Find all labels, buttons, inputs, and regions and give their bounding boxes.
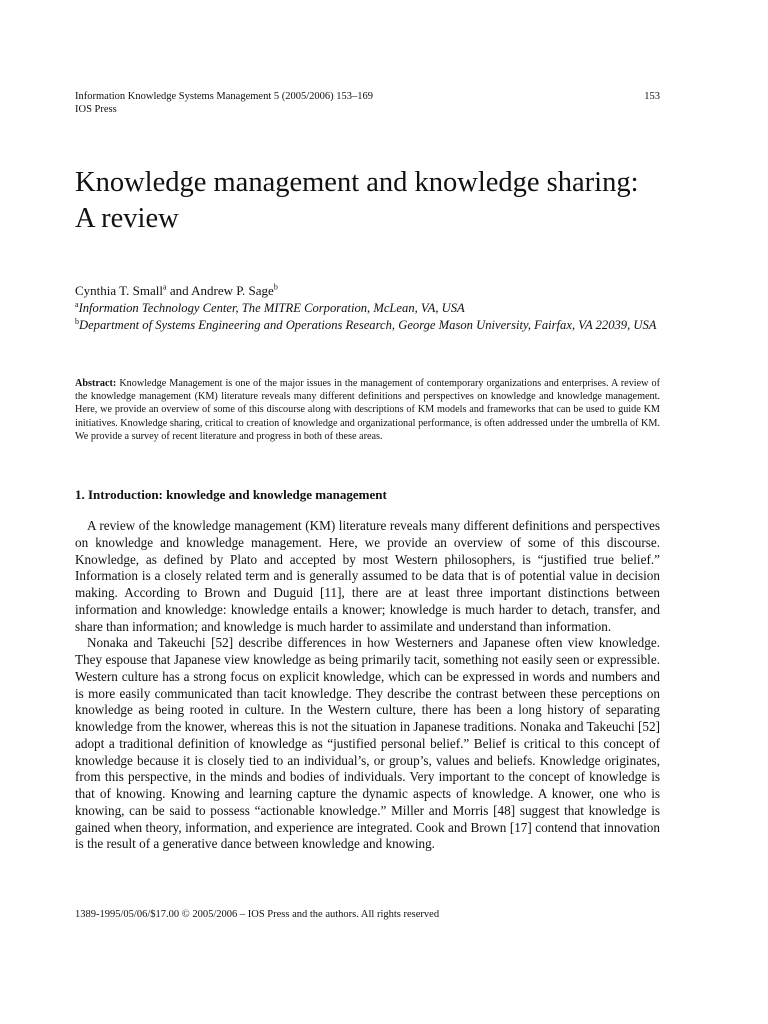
author-affiliation-mark: a [163,282,167,292]
affiliation-text: Department of Systems Engineering and Operations Research, George Mason University, Fairfax, VA 22039, USA [79,317,657,332]
page-number: 153 [644,91,660,102]
body-paragraph: A review of the knowledge management (KM) literature reveals many different definitions and perspectives on knowledge and knowledge management. Here, we provide an overview of some of this discourse. Knowledge, as defined by Plato and accepted by most Western philosophers, is “justified true belief.” Information is a closely related term and is generally assumed to be data that is of potential value in decision making. According to Brown and Duguid [11], there are at least three important distinctions between information and knowledge: knowledge entails a knower; knowledge is much harder to detach, transfer, and share than information; and knowledge is much harder to assimilate and understand than information. [75,518,660,634]
abstract-label: Abstract: [75,378,117,389]
section-heading: 1. Introduction: knowledge and knowledge management [75,487,387,502]
author-name: Cynthia T. Small [75,283,163,298]
section-body [75,518,660,853]
abstract [75,377,660,443]
copyright-footer: 1389-1995/05/06/$17.00 © 2005/2006 – IOS Press and the authors. All rights reserved [75,909,440,920]
journal-citation: Information Knowledge Systems Management 5 (2005/2006) 153–169 [75,91,374,102]
affiliation-text: Information Technology Center, The MITRE Corporation, McLean, VA, USA [78,301,465,315]
affiliation-mark: a [75,299,79,309]
affiliation-mark: b [75,316,79,326]
affiliation-a [75,300,660,317]
abstract-text: Knowledge Management is one of the major issues in the management of contemporary organizations and enterprises. A review of the knowledge management (KM) literature reveals many different definitions and perspectives on knowledge and knowledge management. Here, we provide an overview of some of this discourse along with descriptions of KM models and frameworks that can be used to guide KM initiatives. Knowledge sharing, critical to creation of knowledge and organizational performance, is often addressed under the umbrella of KM. We provide a survey of recent literature and progress in both of these areas. [75,378,660,442]
paper-title: Knowledge management and knowledge sharing: A review [75,167,639,234]
author-line [75,282,660,299]
affiliations [75,300,660,333]
body-paragraph: Nonaka and Takeuchi [52] describe differences in how Westerners and Japanese often view knowledge. They espouse that Japanese view knowledge as being primarily tacit, something not easily seen or expressible. Western culture has a strong focus on explicit knowledge, which can be expressed in words and numbers and is more easily communicated than tacit knowledge. They describe the contrast between these perceptions on knowledge as being rooted in culture. In the Western culture, there has been a long history of separating knowledge from the knower, whereas this is not the situation in Japanese traditions. Nonaka and Takeuchi [52] adopt a traditional definition of knowledge as “justified personal belief.” Belief is critical to this concept of knowledge because it is closely tied to an individual’s, or group’s, values and beliefs. Knowledge originates, from this perspective, in the minds and bodies of individuals. Very important to the concept of knowledge is that of knowing. Knowing and learning capture the dynamic aspects of knowledge. A knower, one who is knowing, can be said to possess “actionable knowledge.” Miller and Morris [48] suggest that knowledge is gained when theory, information, and experience are integrated. Cook and Brown [17] contend that innovation is the result of a generative dance between knowledge and knowing. [75,635,660,852]
running-head [75,90,660,116]
author-conjunction: and [166,283,192,298]
affiliation-b [75,317,660,334]
author-name: Andrew P. Sage [191,283,274,298]
publisher-name: IOS Press [75,104,117,115]
author-affiliation-mark: b [273,282,278,292]
